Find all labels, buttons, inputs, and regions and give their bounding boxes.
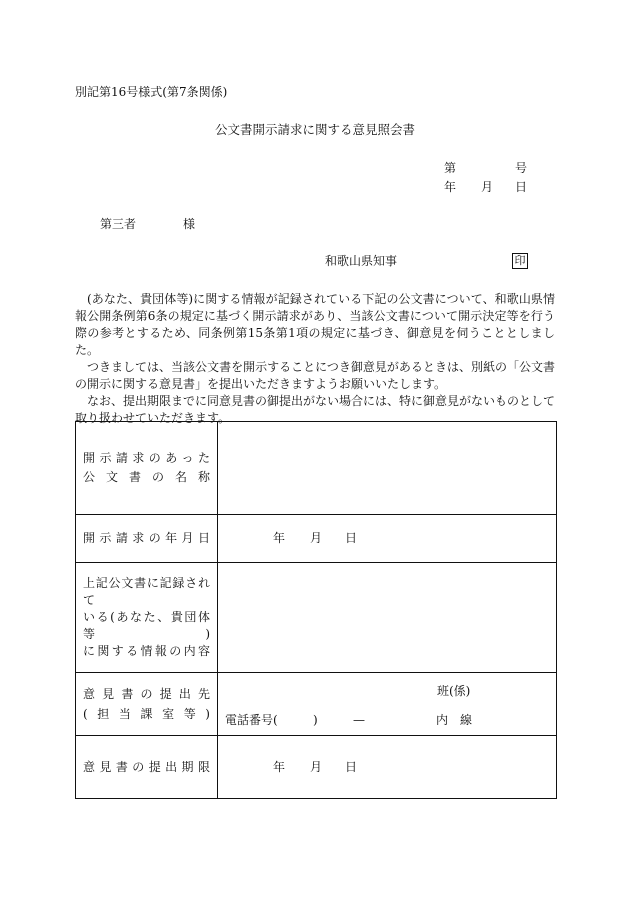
- info-table: [75, 421, 557, 799]
- phone-label: 電話番号(: [225, 713, 278, 727]
- table-row-info-content: [76, 563, 557, 673]
- sender-name: 和歌山県知事: [325, 254, 398, 268]
- deadline-day: 日: [345, 760, 358, 774]
- document-number-suffix: 号: [515, 161, 528, 175]
- label-submission-destination: 意見書の提出先 (担当課室等): [76, 673, 218, 736]
- addressee: 第三者: [100, 217, 137, 231]
- section-label: 班(係): [437, 684, 471, 698]
- issue-date-year: 年: [444, 180, 457, 194]
- body-paragraph-3: なお、提出期限までに同意見書の御提出がない場合には、特に御意見がないものとして取り扱わせていただきます。: [75, 394, 556, 425]
- value-submission-deadline[interactable]: [218, 736, 557, 799]
- label-document-name: 開示請求のあった 公文書の名称: [76, 422, 218, 515]
- document-number-prefix: 第: [444, 161, 457, 175]
- deadline-month: 月: [310, 760, 323, 774]
- body-paragraph-1: (あなた、貴団体等)に関する情報が記録されている下記の公文書について、和歌山県情報公開条例第6条の規定に基づく開示請求があり、当該公文書について開示決定等を行う際の参考とするため、同条例第15条第1項の規定に基づき、御意見を伺うこととしました。: [75, 292, 555, 357]
- request-date-day: 日: [345, 531, 358, 545]
- body-paragraph-2: つきましては、当該公文書を開示することにつき御意見があるときは、別紙の「公文書の開示に関する意見書」を提出いただきますようお願いいたします。: [75, 360, 555, 391]
- label-request-date: 開示請求の年月日: [76, 515, 218, 563]
- phone-dash: —: [353, 713, 365, 727]
- form-identifier: 別記第16号様式(第7条関係): [75, 85, 228, 99]
- label-submission-deadline: 意見書の提出期限: [76, 736, 218, 799]
- document-title: 公文書開示請求に関する意見照会書: [214, 122, 415, 137]
- request-date-year: 年: [273, 531, 286, 545]
- request-date-month: 月: [310, 531, 323, 545]
- body-text: [75, 291, 555, 427]
- phone-close-paren: ): [313, 713, 318, 727]
- table-row-submission-destination: [76, 673, 557, 736]
- value-document-name[interactable]: [218, 422, 557, 515]
- issue-date-month: 月: [481, 180, 494, 194]
- issue-date-day: 日: [515, 180, 528, 194]
- table-row-submission-deadline: [76, 736, 557, 799]
- value-submission-destination[interactable]: [218, 673, 557, 736]
- value-info-content[interactable]: [218, 563, 557, 673]
- addressee-honorific: 様: [183, 217, 196, 231]
- label-info-content: 上記公文書に記録されて いる(あなた、貴団体等) に関する情報の内容: [76, 563, 218, 673]
- deadline-year: 年: [273, 760, 286, 774]
- table-row-document-name: [76, 422, 557, 515]
- table-row-request-date: [76, 515, 557, 563]
- seal-mark: 印: [512, 253, 528, 269]
- value-request-date[interactable]: [218, 515, 557, 563]
- extension-label: 内 線: [436, 713, 473, 727]
